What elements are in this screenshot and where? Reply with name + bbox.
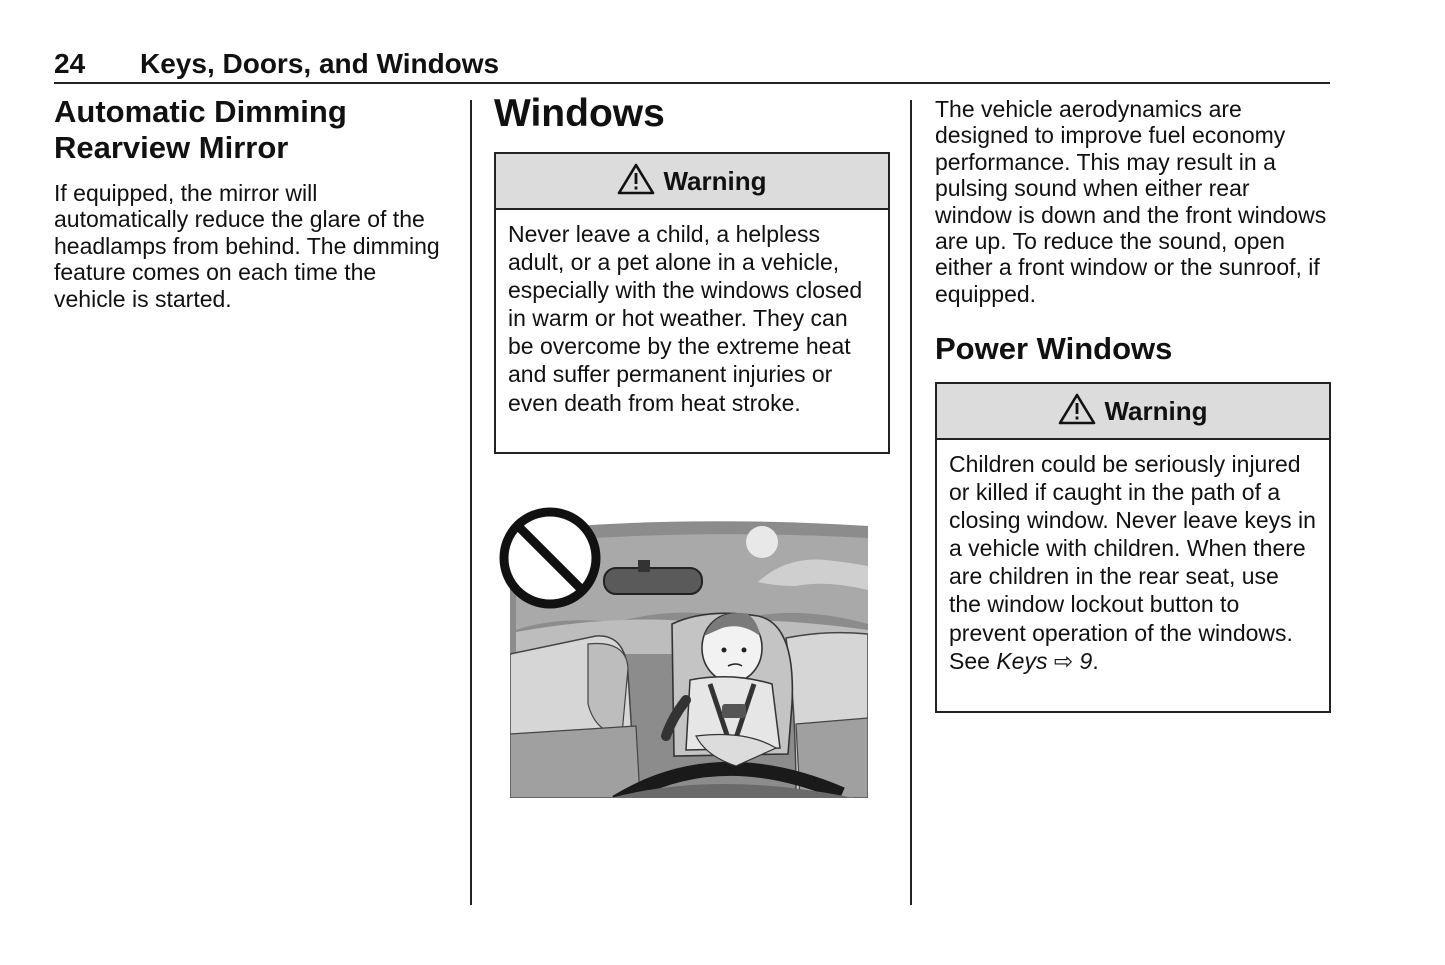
warning-box-child xyxy=(494,152,890,454)
windows-heading: Windows xyxy=(494,92,665,135)
arrow-right-icon: ⇨ xyxy=(1053,647,1074,674)
warning-header xyxy=(496,154,888,210)
cross-reference-page: 9 xyxy=(1079,647,1093,674)
aerodynamics-paragraph: The vehicle aerodynamics are designed to improve fuel economy performance. This may result in a pulsing sound when either rear window is down and the front windows are up. To reduce the sound, open either a front window or the sunroof, if equipped. xyxy=(935,96,1327,307)
warning-title: Warning xyxy=(663,165,767,196)
warning-triangle-icon xyxy=(617,163,655,195)
warning-text: Never leave a child, a helpless adult, or a pet alone in a vehicle, especially with the windows closed in warm or hot weather. They can be overcome by the extreme heat and suffer permanent injuries or even death from heat stroke. xyxy=(508,221,863,416)
section-title: Keys, Doors, and Windows xyxy=(140,48,500,79)
warning-text: Children could be seriously injured or killed if caught in the path of a closing window. Never leave keys in a vehicle with children. When there are children in the rear seat, use the window lockout button to prevent operation of the windows. See Keys ⇨ 9. xyxy=(949,451,1316,674)
power-windows-heading: Power Windows xyxy=(935,331,1173,367)
warning-text-body: Children could be seriously injured or killed if caught in the path of a closing window. Never leave keys in a vehicle with children. When there are children in the rear seat, use the window lockout button to prevent operation of the windows. See xyxy=(949,451,1316,674)
cross-reference[interactable] xyxy=(996,648,1092,674)
middle-column xyxy=(494,92,894,136)
warning-header xyxy=(937,384,1329,440)
right-column xyxy=(935,96,1329,367)
mirror-heading: Automatic Dimming Rearview Mirror xyxy=(54,94,347,165)
warning-box-power-windows xyxy=(935,382,1331,713)
page-number: 24 xyxy=(54,48,86,79)
warning-triangle-icon xyxy=(1058,393,1096,425)
warning-title: Warning xyxy=(1104,395,1208,426)
column-divider-left xyxy=(470,100,472,905)
car-interior-image xyxy=(496,504,872,802)
cross-reference-name: Keys xyxy=(996,647,1048,674)
child-in-car-illustration xyxy=(496,504,872,802)
page-header xyxy=(54,48,1330,84)
left-column xyxy=(54,94,458,312)
column-divider-right xyxy=(910,100,912,905)
mirror-body: If equipped, the mirror will automatically reduce the glare of the headlamps from behind. The dimming feature comes on each time the vehicle is started. xyxy=(54,180,440,312)
